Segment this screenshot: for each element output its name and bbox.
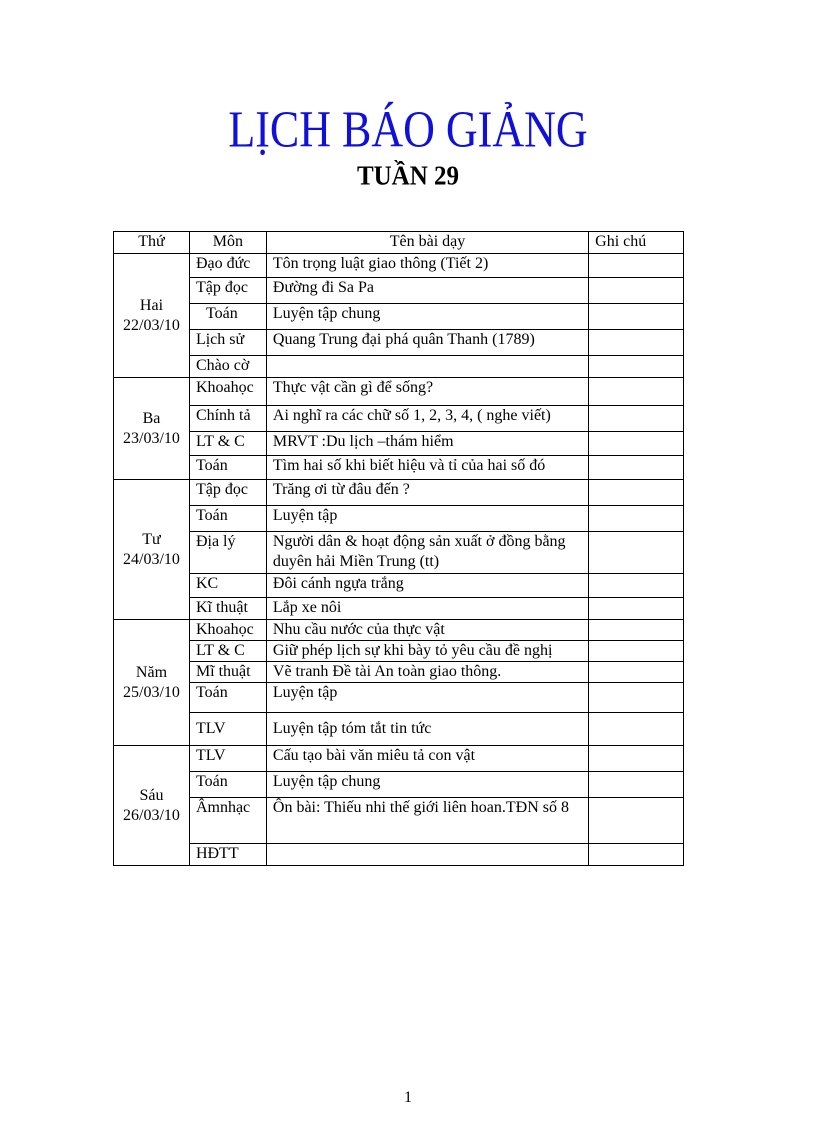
header-row: [114, 232, 684, 254]
note-cell: [589, 532, 684, 574]
table-row: [114, 254, 684, 278]
subject-cell: Chính tả: [189, 406, 266, 432]
table-row: [114, 406, 684, 432]
note-cell: [589, 254, 684, 278]
lesson-cell: Người dân & hoạt động sản xuất ở đồng bằng duyên hải Miền Trung (tt): [266, 532, 588, 574]
note-cell: [589, 432, 684, 456]
lesson-cell: Vẽ tranh Đề tài An toàn giao thông.: [266, 662, 588, 683]
schedule-table: [113, 231, 684, 866]
note-cell: [589, 330, 684, 356]
table-row: [114, 798, 684, 844]
day-name: Tư: [142, 530, 161, 548]
table-row: [114, 683, 684, 713]
lesson-cell: Tìm hai số khi biết hiệu và tỉ của hai số đó: [266, 456, 588, 480]
subject-cell: Khoahọc: [189, 620, 266, 641]
lesson-cell: Giữ phép lịch sự khi bày tỏ yêu cầu đề nghị: [266, 641, 588, 662]
table-row: [114, 620, 684, 641]
lesson-cell: Đường đi Sa Pa: [266, 278, 588, 304]
lesson-cell: MRVT :Du lịch –thám hiểm: [266, 432, 588, 456]
lesson-cell: Luyện tập chung: [266, 772, 588, 798]
day-name: Ba: [142, 409, 161, 427]
subject-cell: TLV: [189, 746, 266, 772]
table-row: [114, 330, 684, 356]
table-row: [114, 432, 684, 456]
subject-cell: Đạo đức: [189, 254, 266, 278]
day-cell: [114, 746, 190, 866]
table-row: [114, 456, 684, 480]
subject-cell: LT & C: [189, 641, 266, 662]
table-row: [114, 278, 684, 304]
note-cell: [589, 620, 684, 641]
subject-cell: TLV: [189, 713, 266, 746]
day-cell: [114, 480, 190, 620]
note-cell: [589, 598, 684, 620]
day-date: 25/03/10: [123, 683, 180, 701]
note-cell: [589, 798, 684, 844]
note-cell: [589, 278, 684, 304]
subject-cell: HĐTT: [189, 844, 266, 866]
table-row: [114, 506, 684, 532]
day-date: 22/03/10: [123, 316, 180, 334]
table-row: [114, 641, 684, 662]
header-lesson: Tên bài dạy: [266, 232, 588, 254]
note-cell: [589, 456, 684, 480]
lesson-cell: Quang Trung đại phá quân Thanh (1789): [266, 330, 588, 356]
day-cell: [114, 378, 190, 480]
subject-cell: Toán: [189, 506, 266, 532]
table-row: [114, 574, 684, 598]
table-row: [114, 304, 684, 330]
lesson-cell: Luyện tập: [266, 683, 588, 713]
subject-cell: Toán: [189, 772, 266, 798]
subject-cell: KC: [189, 574, 266, 598]
lesson-cell: Luyện tập: [266, 506, 588, 532]
note-cell: [589, 772, 684, 798]
lesson-cell: [266, 356, 588, 378]
subject-cell: Chào cờ: [189, 356, 266, 378]
day-name: Sáu: [139, 786, 164, 804]
subject-cell: Mĩ thuật: [189, 662, 266, 683]
note-cell: [589, 662, 684, 683]
subject-cell: Địa lý: [189, 532, 266, 574]
day-name: Hai: [139, 296, 164, 314]
note-cell: [589, 844, 684, 866]
subject-cell: Âmnhạc: [189, 798, 266, 844]
table-row: [114, 713, 684, 746]
lesson-cell: Nhu cầu nước của thực vật: [266, 620, 588, 641]
lesson-cell: Trăng ơi từ đâu đến ?: [266, 480, 588, 506]
note-cell: [589, 713, 684, 746]
lesson-cell: Luyện tập chung: [266, 304, 588, 330]
table-row: [114, 532, 684, 574]
lesson-cell: Cấu tạo bài văn miêu tả con vật: [266, 746, 588, 772]
table-row: [114, 662, 684, 683]
lesson-cell: Lắp xe nôi: [266, 598, 588, 620]
note-cell: [589, 304, 684, 330]
lesson-cell: Luyện tập tóm tắt tin tức: [266, 713, 588, 746]
note-cell: [589, 641, 684, 662]
day-name: Năm: [135, 663, 168, 681]
week-subtitle: TUẦN 29: [356, 161, 460, 192]
lesson-cell: [266, 844, 588, 866]
subject-cell: Tập đọc: [189, 278, 266, 304]
page-title: LỊCH BÁO GIẢNG: [228, 100, 588, 159]
table-row: [114, 746, 684, 772]
note-cell: [589, 746, 684, 772]
note-cell: [589, 506, 684, 532]
header-day: Thứ: [114, 232, 190, 254]
table-row: [114, 598, 684, 620]
lesson-cell: Ai nghĩ ra các chữ số 1, 2, 3, 4, ( nghe viết): [266, 406, 588, 432]
note-cell: [589, 378, 684, 406]
note-cell: [589, 574, 684, 598]
subject-cell: Lịch sử: [189, 330, 266, 356]
header-subject: Môn: [189, 232, 266, 254]
note-cell: [589, 406, 684, 432]
day-date: 24/03/10: [123, 550, 180, 568]
subject-cell: Tập đọc: [189, 480, 266, 506]
subject-cell: Toán: [189, 304, 266, 330]
table-row: [114, 480, 684, 506]
subject-cell: Khoahọc: [189, 378, 266, 406]
day-date: 26/03/10: [123, 806, 180, 824]
note-cell: [589, 356, 684, 378]
lesson-cell: Ôn bài: Thiếu nhi thế giới liên hoan.TĐN số 8: [266, 798, 588, 844]
lesson-cell: Tôn trọng luật giao thông (Tiết 2): [266, 254, 588, 278]
note-cell: [589, 683, 684, 713]
note-cell: [589, 480, 684, 506]
subject-cell: Toán: [189, 683, 266, 713]
header-note: Ghi chú: [589, 232, 684, 254]
day-cell: [114, 254, 190, 378]
table-row: [114, 772, 684, 798]
day-date: 23/03/10: [123, 429, 180, 447]
lesson-cell: Thực vật cần gì để sống?: [266, 378, 588, 406]
lesson-cell: Đôi cánh ngựa trắng: [266, 574, 588, 598]
table-row: [114, 356, 684, 378]
page-number: 1: [404, 1089, 412, 1106]
day-cell: [114, 620, 190, 746]
subject-cell: Toán: [189, 456, 266, 480]
subject-cell: LT & C: [189, 432, 266, 456]
table-row: [114, 378, 684, 406]
subject-cell: Kĩ thuật: [189, 598, 266, 620]
table-row: [114, 844, 684, 866]
